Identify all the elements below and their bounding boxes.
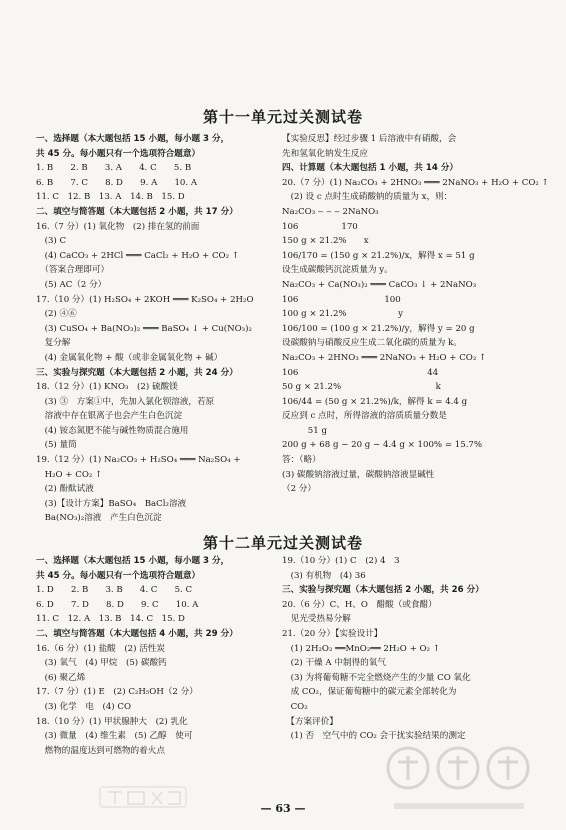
answer-line: 燃物的温度达到可燃物的着火点 bbox=[36, 745, 165, 756]
answer-line: 一、选择题（本大题包括 15 小题，每小题 3 分， bbox=[36, 134, 230, 144]
answer-line: H₂O + CO₂ ↑ bbox=[36, 469, 103, 480]
answer-line: 二、填空与简答题（本大题包括 2 小题，共 17 分） bbox=[36, 206, 238, 217]
answer-line: 1. D 2. B 3. B 4. C 5. C bbox=[36, 585, 193, 596]
answer-line: 成 CO₂，保证葡萄糖中的碳元素全部转化为 bbox=[282, 687, 457, 698]
answer-line: (3) 为将葡萄糖不完全燃烧产生的少量 CO 氧化 bbox=[282, 672, 471, 683]
answer-line: 51 g bbox=[282, 425, 327, 436]
answer-line: 11. C 12. B 13. A 14. B 15. D bbox=[36, 192, 185, 203]
answer-line: (3) CuSO₄ + Ba(NO₃)₂ ═══ BaSO₄ ↓ + Cu(NO₃)₂ bbox=[36, 323, 252, 334]
answer-line: 16.（6 分）(1) 盐酸 (2) 活性炭 bbox=[36, 643, 166, 654]
answer-line: 19.（10 分）(1) C (2) 4 3 bbox=[282, 556, 400, 566]
answer-line: 1. B 2. B 3. A 4. C 5. B bbox=[36, 163, 192, 174]
unit11-right-column bbox=[282, 132, 549, 497]
answer-line: 106/170 = (150 g × 21.2%)/x，解得 x = 51 g bbox=[282, 250, 475, 261]
answer-line: 20.（7 分）(1) Na₂CO₃ + 2HNO₃ ═══ 2NaNO₃ + H₂O + CO₂ ↑ bbox=[282, 177, 549, 188]
answer-line: Na₂CO₃ + 2HNO₃ ═══ 2NaNO₃ + H₂O + CO₂ ↑ bbox=[282, 352, 487, 363]
answer-line: 19.（12 分）(1) Na₂CO₃ + H₂SO₄ ═══ Na₂SO₄ + bbox=[36, 455, 241, 466]
answer-line: 20.（6 分）C、H、O 醋酸（或食醋） bbox=[282, 599, 437, 610]
unit12-left-column bbox=[36, 554, 274, 758]
answer-line: 二、填空与简答题（本大题包括 4 小题，共 29 分） bbox=[36, 628, 238, 639]
answer-line: 答：（略） bbox=[282, 455, 321, 466]
unit12-right-column bbox=[282, 554, 532, 744]
answer-line: (1) 2H₂O₂ ══MnO₂══ 2H₂O + O₂ ↑ bbox=[282, 643, 440, 654]
answer-line: (5) 量筒 bbox=[36, 440, 77, 451]
stamp-watermark-left bbox=[98, 784, 188, 810]
answer-line: 复分解 bbox=[36, 338, 71, 349]
answer-line: 共 45 分。每小题只有一个选项符合题意） bbox=[36, 570, 201, 581]
answer-line: 18.（12 分）(1) KNO₃ (2) 硫酸镁 bbox=[36, 382, 178, 393]
answer-line: 21.（20 分）【实验设计】 bbox=[282, 628, 383, 639]
answer-line: Na₂CO₃ + Ca(NO₃)₂ ═══ CaCO₃ ↓ + 2NaNO₃ bbox=[282, 279, 477, 290]
answer-line: 106 100 bbox=[282, 294, 401, 305]
answer-line: 200 g + 68 g − 20 g − 4.4 g × 100% = 15.7% bbox=[282, 440, 483, 451]
answer-line: 反应到 c 点时，所得溶液的溶质质量分数是 bbox=[282, 411, 447, 422]
answer-line: (2) 干燥 A 中制得的氧气 bbox=[282, 658, 386, 669]
answer-line: (3) 微量 (4) 维生素 (5) 乙醇 使可 bbox=[36, 731, 193, 742]
answer-line: 150 g × 21.2% x bbox=[282, 236, 369, 247]
answer-line: (2) 酚酞试液 bbox=[36, 484, 94, 495]
answer-line: （答案合理即可） bbox=[36, 265, 110, 276]
answer-line: (3)【设计方案】BaSO₄ BaCl₂溶液 bbox=[36, 498, 187, 509]
answer-line: 17.（10 分）(1) H₂SO₄ + 2KOH ═══ K₂SO₄ + 2H₂O bbox=[36, 294, 254, 305]
answer-line: （2 分） bbox=[282, 484, 316, 495]
answer-line: 16.（7 分）(1) 氧化物 (2) 排在氢的前面 bbox=[36, 221, 200, 232]
answer-line: 6. D 7. D 8. D 9. C 10. A bbox=[36, 599, 199, 610]
answer-line: 106 170 bbox=[282, 221, 358, 232]
answer-line: 三、实验与探究题（本大题包括 2 小题，共 24 分） bbox=[36, 367, 238, 378]
answer-line: 【实验反思】经过步骤 1 后溶液中有硝酸，会 bbox=[282, 134, 457, 144]
answer-line: 【方案评价】 bbox=[282, 716, 338, 727]
answer-line: (2) ④⑥ bbox=[36, 309, 77, 320]
unit11-left-column bbox=[36, 132, 274, 526]
answer-line: (4) CaCO₃ + 2HCl ═══ CaCl₂ + H₂O + CO₂ ↑ bbox=[36, 250, 239, 261]
answer-line: (4) 金属氧化物 + 酸（或非金属氧化物 + 碱） bbox=[36, 352, 223, 363]
answer-line: (5) AC（2 分） bbox=[36, 279, 107, 290]
answer-line: Na₂CO₃ ‒ ‒ ‒ 2NaNO₃ bbox=[282, 206, 379, 217]
answer-line: (3) 有机物 (4) 36 bbox=[282, 570, 366, 581]
answer-line: (3) 化学 电 (4) CO bbox=[36, 701, 131, 712]
answer-line: 106/100 = (100 g × 21.2%)/y，解得 y = 20 g bbox=[282, 323, 475, 334]
answer-line: (3) 氧气 (4) 甲烷 (5) 碳酸钙 bbox=[36, 658, 167, 669]
answer-line: 50 g × 21.2% k bbox=[282, 382, 441, 393]
page-number: — 63 — bbox=[260, 802, 306, 815]
answer-line: (3) ③ 方案①中，先加入氯化钡溶液，若原 bbox=[36, 396, 215, 407]
answer-line: (1) 否 空气中的 CO₂ 会干扰实验结果的测定 bbox=[282, 731, 466, 742]
answer-line: (6) 聚乙烯 bbox=[36, 672, 86, 683]
answer-line: CO₂ bbox=[282, 701, 308, 712]
answer-line: 见光受热易分解 bbox=[282, 614, 351, 625]
answer-line: 18.（10 分）(1) 甲状腺肿大 (2) 乳化 bbox=[36, 716, 188, 727]
answer-line: (2) 设 c 点时生成硝酸钠的质量为 x，则： bbox=[282, 192, 453, 203]
answer-line: 四、计算题（本大题包括 1 小题，共 14 分） bbox=[282, 163, 459, 174]
answer-line: Ba(NO₃)₂溶液 产生白色沉淀 bbox=[36, 513, 162, 524]
answer-line: 17.（7 分）(1) E (2) C₂H₅OH（2 分） bbox=[36, 687, 198, 698]
answer-line: (4) 铵态氮肥不能与碱性物质混合施用 bbox=[36, 425, 189, 436]
answer-line: 溶液中存在银离子也会产生白色沉淀 bbox=[36, 411, 183, 422]
answer-line: (3) C bbox=[36, 236, 67, 247]
answer-line: 106/44 = (50 g × 21.2%)/k，解得 k = 4.4 g bbox=[282, 396, 468, 407]
answer-line: 11. C 12. A 13. B 14. C 15. D bbox=[36, 614, 185, 625]
answer-line: 共 45 分。每小题只有一个选项符合题意） bbox=[36, 148, 201, 159]
answer-line: 设碳酸钠与硝酸反应生成二氧化碳的质量为 k。 bbox=[282, 338, 462, 349]
answer-line: 100 g × 21.2% y bbox=[282, 309, 404, 320]
unit12-title: 第十二单元过关测试卷 bbox=[202, 534, 363, 552]
logo-watermark-right bbox=[384, 732, 534, 822]
answer-line: 先和氢氧化钠发生反应 bbox=[282, 148, 368, 159]
answer-line: 106 44 bbox=[282, 367, 439, 378]
answer-line: 三、实验与探究题（本大题包括 2 小题，共 26 分） bbox=[282, 585, 484, 596]
unit11-title: 第十一单元过关测试卷 bbox=[202, 108, 363, 126]
answer-line: 6. B 7. C 8. D 9. A 10. A bbox=[36, 177, 198, 188]
answer-line: 一、选择题（本大题包括 15 小题，每小题 3 分， bbox=[36, 556, 230, 566]
answer-line: (3) 碳酸钠溶液过量，碳酸钠溶液显碱性 bbox=[282, 469, 435, 480]
answer-line: 设生成碳酸钙沉淀质量为 y。 bbox=[282, 265, 393, 276]
